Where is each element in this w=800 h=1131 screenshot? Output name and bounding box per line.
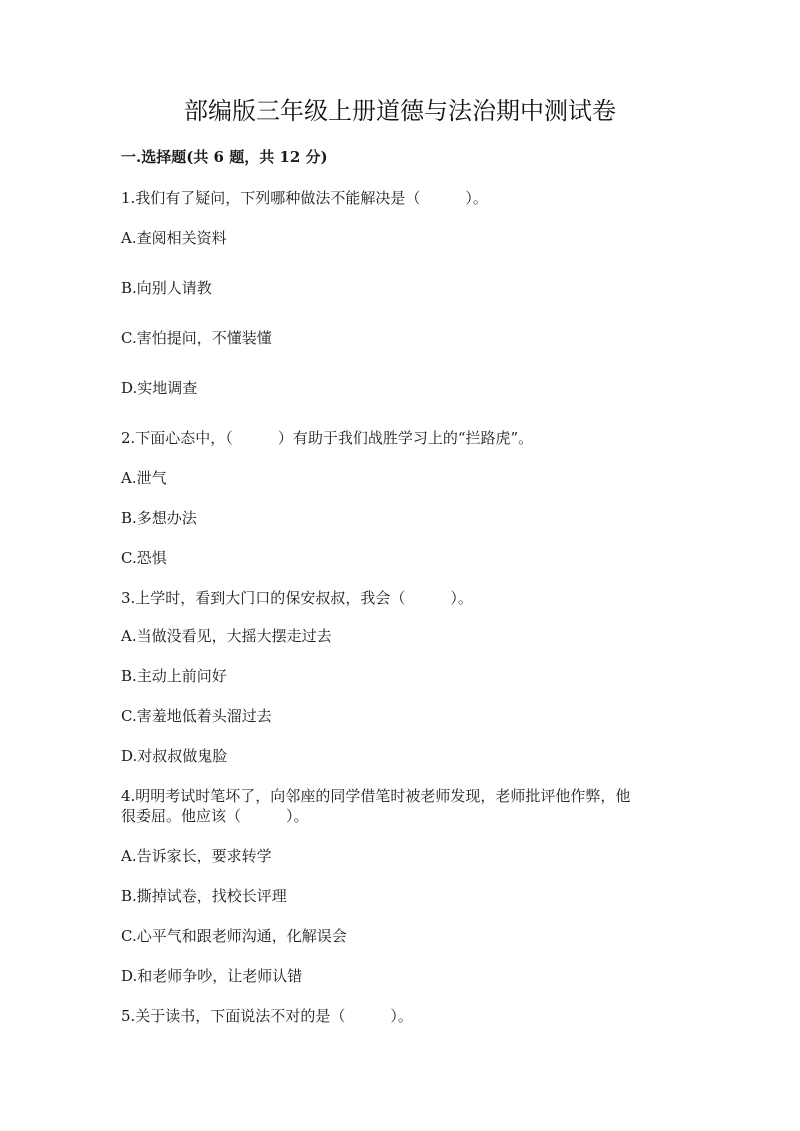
- question-2-stem: 2.下面心态中，（ ）有助于我们战胜学习上的“拦路虎”。: [121, 429, 534, 447]
- question-1-option-b: B.向别人请教: [121, 279, 212, 297]
- question-1-option-a: A.查阅相关资料: [121, 229, 227, 247]
- question-5-stem: 5.关于读书，下面说法不对的是（ ）。: [121, 1007, 413, 1025]
- question-1-option-d: D.实地调查: [121, 379, 198, 397]
- question-2-option-a: A.泄气: [121, 469, 167, 487]
- question-4-option-b: B.撕掉试卷，找校长评理: [121, 887, 287, 905]
- question-3-stem: 3.上学时，看到大门口的保安叔叔，我会（ ）。: [121, 589, 473, 607]
- question-4-stem-line-1: 4.明明考试时笔坏了，向邻座的同学借笔时被老师发现，老师批评他作弊，他: [121, 787, 631, 805]
- question-4-option-d: D.和老师争吵，让老师认错: [121, 967, 303, 985]
- question-2-option-c: C.恐惧: [121, 549, 167, 567]
- question-1-option-c: C.害怕提问，不懂装懂: [121, 329, 272, 347]
- section-heading: 一.选择题(共 6 题，共 12 分): [121, 148, 328, 166]
- question-4-option-c: C.心平气和跟老师沟通，化解误会: [121, 927, 347, 945]
- question-3-option-b: B.主动上前问好: [121, 667, 227, 685]
- question-3-option-a: A.当做没看见，大摇大摆走过去: [121, 627, 332, 645]
- question-3-option-d: D.对叔叔做鬼脸: [121, 747, 228, 765]
- question-4-option-a: A.告诉家长，要求转学: [121, 847, 272, 865]
- question-1-stem: 1.我们有了疑问，下列哪种做法不能解决是（ ）。: [121, 189, 488, 207]
- page-title: 部编版三年级上册道德与法治期中测试卷: [184, 97, 616, 125]
- question-4-stem-line-2: 很委屈。他应该（ ）。: [121, 807, 309, 825]
- question-2-option-b: B.多想办法: [121, 509, 197, 527]
- question-3-option-c: C.害羞地低着头溜过去: [121, 707, 272, 725]
